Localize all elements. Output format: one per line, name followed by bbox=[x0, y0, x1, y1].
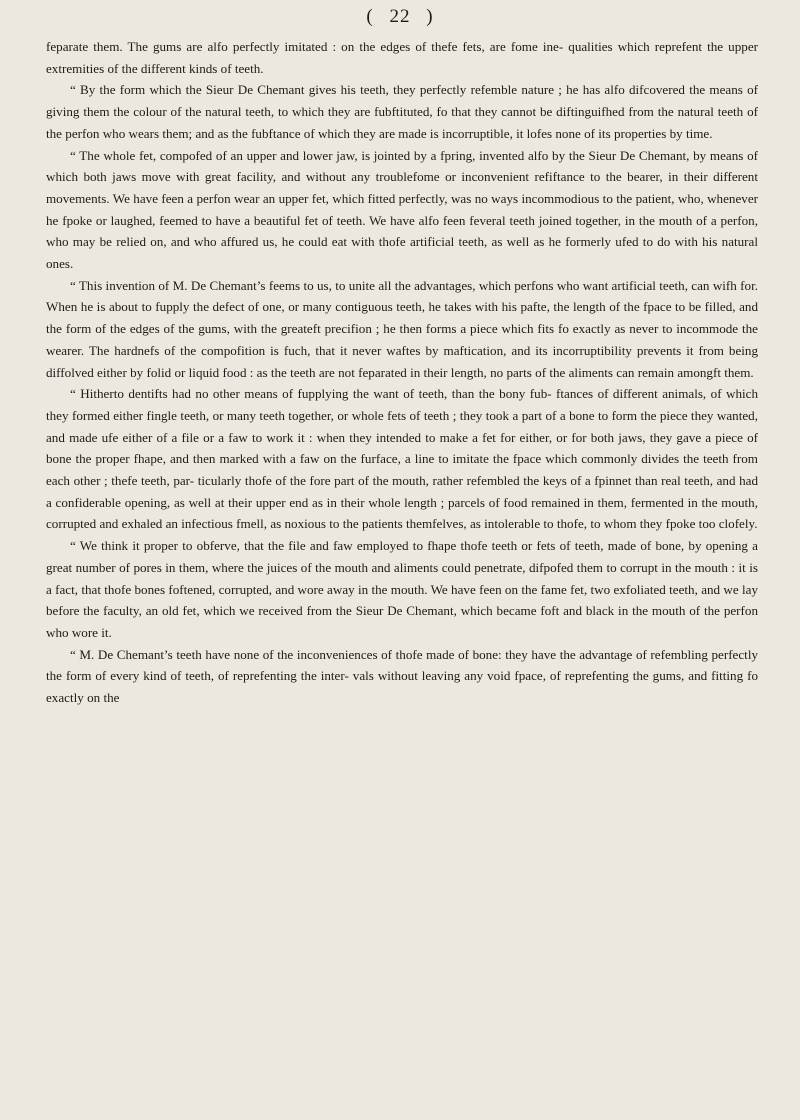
paragraph: “ This invention of M. De Chemant’s feems to us, to unite all the advantages, which perfons who want artificial teeth, can wifh for. When he is about to fupply the defect of one, or many contiguous teeth, he takes with his pafte, the length of the fpace to be filled, and the form of the edges of the gums, with the greateft precifion ; he then forms a piece which fits fo exactly as never to incommode the wearer. The hardnefs of the compofition is fuch, that it never waftes by maftication, and its incorruptibility prevents it from being diffolved either by folid or liquid food : as the teeth are not feparated in their length, no parts of the aliments can remain amongft them. bbox=[46, 277, 758, 380]
body-text bbox=[46, 36, 758, 709]
paragraph: “ M. De Chemant’s teeth have none of the inconveniences of thofe made of bone: they have the advantage of refembling perfectly the form of every kind of teeth, of reprefenting the inter- vals without leaving any void fpace, of reprefenting the gums, and fitting fo exactly on the bbox=[46, 646, 758, 706]
paragraph: feparate them. The gums are alfo perfectly imitated : on the edges of thefe fets, are fome ine- qualities which reprefent the upper extremities of the different kinds of teeth. bbox=[46, 39, 758, 76]
paragraph: “ Hitherto dentifts had no other means of fupplying the want of teeth, than the bony fub- ftances of different animals, of which they formed either fingle teeth, or many teeth together, or whole fets of teeth ; they took a part of a bone to form the piece they wanted, and made ufe either of a file or a faw to work it : when they intended to make a fet for either, or for both jaws, they gave a piece of bone the proper fhape, and then marked with a faw on the furface, a line to imitate the fpace which commonly divides the teeth from each other ; thefe teeth, par- ticularly thofe of the fore part of the mouth, rather refembled the keys of a fpinnet than real teeth, and had a confiderable opening, as well at their upper end as in their whole length ; parcels of food remained in them, fermented in the mouth, corrupted and exhaled an infectious fmell, as noxious to the patients themfelves, as intolerable to thofe, to whom they fpoke too clofely. bbox=[46, 386, 758, 532]
paragraph: “ The whole fet, compofed of an upper and lower jaw, is jointed by a fpring, invented alfo by the Sieur De Chemant, by means of which both jaws move with great facility, and without any troublefome or inconvenient refiftance to the bearer, in their different movements. We have feen a perfon wear an upper fet, which fitted perfectly, was no ways incommodious to the patient, who, whenever he fpoke or laughed, feemed to have a beautiful fet of teeth. We have alfo feen feveral teeth joined together, in the mouth of a perfon, who may be relied on, and who affured us, he could eat with thofe artificial teeth, as well as he formerly ufed to do with his natural ones. bbox=[46, 147, 758, 272]
page-number: ( 22 ) bbox=[366, 6, 434, 27]
paragraph: “ We think it proper to obferve, that the file and faw employed to fhape thofe teeth or fets of teeth, made of bone, by opening a great number of pores in them, where the juices of the mouth and aliments could penetrate, difpofed them to corrupt in the mouth : it is a fact, that thofe bones foftened, corrupted, and wore away in the mouth. We have feen on the fame fet, two exfoliated teeth, and we lay before the faculty, an old fet, which we received from the Sieur De Chemant, which became foft and black in the mouth of the perfon who wore it. bbox=[46, 538, 758, 640]
paragraph: “ By the form which the Sieur De Chemant gives his teeth, they perfectly refemble nature ; he has alfo difcovered the means of giving them the colour of the natural teeth, to which they are fubftituted, fo that they cannot be diftinguifhed from the natural teeth of the perfon who wears them; and as the fubftance of which they are made is incorruptible, it lofes none of its properties by time. bbox=[46, 82, 758, 141]
